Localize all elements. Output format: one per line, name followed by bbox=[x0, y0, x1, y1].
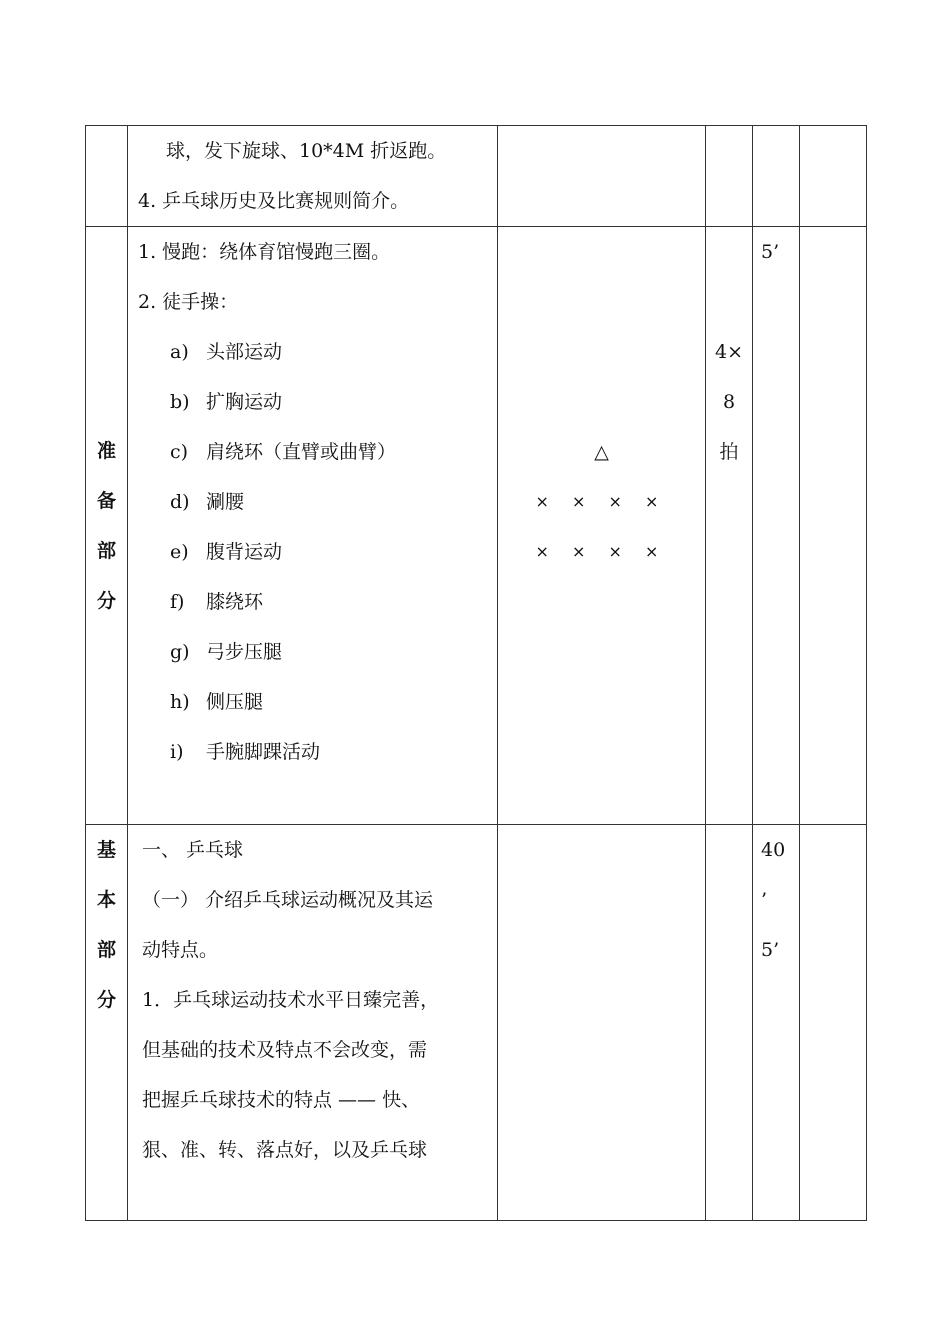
organization-cell bbox=[498, 825, 706, 1221]
content-line: 4. 乒乓球历史及比赛规则简介。 bbox=[138, 190, 410, 212]
sub-item-label: f) bbox=[170, 591, 185, 613]
section-label-preparation bbox=[86, 227, 128, 825]
sub-item bbox=[128, 327, 497, 377]
preparation-row bbox=[86, 227, 867, 825]
sub-item-label: d) bbox=[170, 491, 190, 513]
section-char: 备 bbox=[96, 489, 116, 512]
sub-item-text: 侧压腿 bbox=[206, 691, 264, 713]
section-char: 部 bbox=[96, 939, 116, 961]
time-text: ’ bbox=[761, 889, 768, 911]
sub-item bbox=[128, 527, 497, 577]
student-row: × × × × bbox=[535, 542, 668, 561]
section-char: 基 bbox=[96, 839, 116, 861]
sub-item-label: g) bbox=[170, 641, 190, 663]
section-char: 本 bbox=[96, 889, 116, 911]
sub-item-label: a) bbox=[170, 341, 189, 363]
sub-item-label: e) bbox=[170, 541, 189, 563]
content-line: （一） 介绍乒乓球运动概况及其运 bbox=[142, 889, 434, 911]
sub-item-text: 手腕脚踝活动 bbox=[206, 741, 321, 763]
teacher-triangle-icon: △ bbox=[594, 441, 609, 463]
lesson-plan-table bbox=[85, 125, 867, 1221]
section-char: 分 bbox=[96, 589, 116, 612]
sub-item-text: 腹背运动 bbox=[206, 541, 283, 563]
sub-item-label: c) bbox=[170, 441, 189, 463]
time-cell bbox=[753, 825, 800, 1221]
sub-item bbox=[128, 677, 497, 727]
section-cell-empty bbox=[86, 126, 128, 227]
time-cell bbox=[753, 227, 800, 825]
sub-item-text: 弓步压腿 bbox=[206, 641, 283, 663]
time-text: 40 bbox=[761, 839, 786, 861]
sub-item bbox=[128, 727, 497, 777]
sub-item-label: i) bbox=[170, 741, 184, 763]
sub-item-text: 头部运动 bbox=[206, 341, 283, 363]
formation-cell bbox=[498, 227, 706, 825]
count-cell bbox=[706, 825, 753, 1221]
count-text: 4× bbox=[714, 341, 743, 363]
section-char: 准 bbox=[96, 439, 116, 462]
note-cell bbox=[800, 825, 867, 1221]
sub-item-text: 扩胸运动 bbox=[206, 391, 283, 413]
sub-item-text: 涮腰 bbox=[206, 491, 245, 513]
content-cell bbox=[128, 126, 498, 227]
count-text: 8 bbox=[722, 391, 736, 413]
content-item: 2. 徒手操： bbox=[138, 291, 239, 313]
count-text: 拍 bbox=[719, 441, 739, 463]
organization-cell bbox=[498, 126, 706, 227]
sub-item bbox=[128, 577, 497, 627]
content-line: 球，发下旋球、10*4M 折返跑。 bbox=[166, 140, 447, 162]
note-cell bbox=[800, 227, 867, 825]
content-line: 一、 乒乓球 bbox=[142, 839, 244, 861]
student-row: × × × × bbox=[535, 492, 668, 511]
content-line: 把握乒乓球技术的特点 —— 快、 bbox=[142, 1089, 421, 1111]
content-cell bbox=[128, 227, 498, 825]
basic-row bbox=[86, 825, 867, 1221]
sub-item bbox=[128, 377, 497, 427]
content-line: 但基础的技术及特点不会改变，需 bbox=[142, 1039, 428, 1061]
content-line: 狠、准、转、落点好，以及乒乓球 bbox=[142, 1139, 428, 1161]
count-cell bbox=[706, 126, 753, 227]
time-text: 5’ bbox=[761, 241, 780, 263]
sub-item bbox=[128, 627, 497, 677]
content-item: 1. 慢跑：绕体育馆慢跑三圈。 bbox=[138, 241, 391, 263]
content-cell bbox=[128, 825, 498, 1221]
sub-item bbox=[128, 477, 497, 527]
content-line: 1．乒乓球运动技术水平日臻完善， bbox=[142, 989, 440, 1011]
continuation-row bbox=[86, 126, 867, 227]
count-cell bbox=[706, 227, 753, 825]
sub-item-text: 肩绕环（直臂或曲臂） bbox=[206, 441, 397, 463]
time-text: 5’ bbox=[761, 939, 780, 961]
sub-item-label: b) bbox=[170, 391, 190, 413]
sub-item bbox=[128, 427, 497, 477]
section-label-basic bbox=[86, 825, 128, 1221]
sub-item-label: h) bbox=[170, 691, 190, 713]
section-char: 部 bbox=[96, 539, 116, 562]
section-char: 分 bbox=[96, 989, 116, 1011]
note-cell bbox=[800, 126, 867, 227]
sub-item-text: 膝绕环 bbox=[206, 591, 264, 613]
content-line: 动特点。 bbox=[142, 939, 219, 961]
time-cell bbox=[753, 126, 800, 227]
